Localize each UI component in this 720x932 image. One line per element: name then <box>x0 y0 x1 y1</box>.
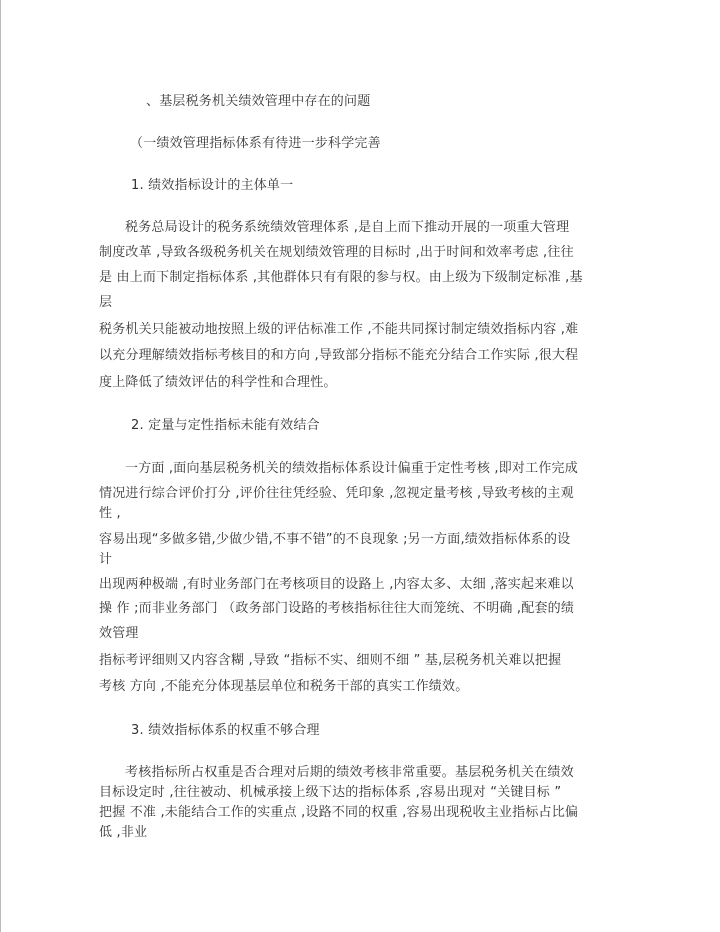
paragraph-1-line: 层 <box>99 295 113 310</box>
paragraph-3-line: 考核指标所占权重是否合理对后期的绩效考核非常重要。基层税务机关在绩效 <box>125 765 574 780</box>
subsection-title: （一绩效管理指标体系有待进一步科学完善 <box>130 136 381 151</box>
paragraph-1-line: 税务总局设计的税务系统绩效管理体系 ,是自上而下推动开展的一项重大管理 <box>125 220 570 235</box>
paragraph-2-line: 计 <box>99 552 113 567</box>
paragraph-2-line: 出现两种极端 ,有时业务部门在考核项目的设路上 ,内容太多、太细 ,落实起来难以 <box>99 577 574 592</box>
section-title: 、基层税务机关绩效管理中存在的问题 <box>146 94 371 109</box>
heading-2: 2. 定量与定性指标未能有效结合 <box>131 418 320 433</box>
paragraph-2-line: 效管理 <box>99 626 139 641</box>
heading-1: 1. 绩效指标设计的主体单一 <box>131 178 294 193</box>
paragraph-3-line: 把握 不准 ,未能结合工作的实重点 ,设路不同的权重 ,容易出现税收主业指标占比偏 <box>99 805 579 820</box>
paragraph-2-line: 容易出现“多做多错,少做少错,不事不错”的不良现象 ;另一方面,绩效指标体系的设 <box>99 532 571 547</box>
paragraph-3-line: 目标设定时 ,往往被动、机械承接上级下达的指标体系 ,容易出现对 “关键目标 ” <box>99 785 562 800</box>
heading-3: 3. 绩效指标体系的权重不够合理 <box>131 723 320 738</box>
paragraph-1-line: 是 由上而下制定指标体系 ,其他群体只有有限的参与权。由上级为下级制定标准 ,基 <box>99 270 583 285</box>
paragraph-1-line: 制度改革 ,导致各级税务机关在规划绩效管理的目标时 ,出于时间和效率考虑 ,往往 <box>99 245 574 260</box>
paragraph-2-line: 指标考评细则又内容含糊 ,导致 “指标不实、细则不细 ” 基,层税务机关难以把握 <box>99 653 562 668</box>
paragraph-3-line: 低 ,非业 <box>99 825 148 840</box>
paragraph-1-line: 度上降低了绩效评估的科学性和合理性。 <box>99 375 337 390</box>
paragraph-1-line: 以充分理解绩效指标考核目的和方向 ,导致部分指标不能充分结合工作实际 ,很大程 <box>99 348 579 363</box>
paragraph-2-line: 性 , <box>99 506 121 521</box>
page-left-edge <box>0 0 1 932</box>
paragraph-2-line: 考核 方向 ,不能充分体现基层单位和税务干部的真实工作绩效。 <box>99 679 469 694</box>
paragraph-1-line: 税务机关只能被动地按照上级的评估标准工作 ,不能共同探讨制定绩效指标内容 ,难 <box>99 322 579 337</box>
paragraph-2-line: 操 作 ;而非业务部门 （政务部门设路的考核指标往往大而笼统、不明确 ,配套的绩 <box>99 601 575 616</box>
paragraph-2-line: 情况进行综合评价打分 ,评价往往凭经验、凭印象 ,忽视定量考核 ,导致考核的主观 <box>99 486 574 501</box>
paragraph-2-line: 一方面 ,面向基层税务机关的绩效指标体系设计偏重于定性考核 ,即对工作完成 <box>125 461 578 476</box>
